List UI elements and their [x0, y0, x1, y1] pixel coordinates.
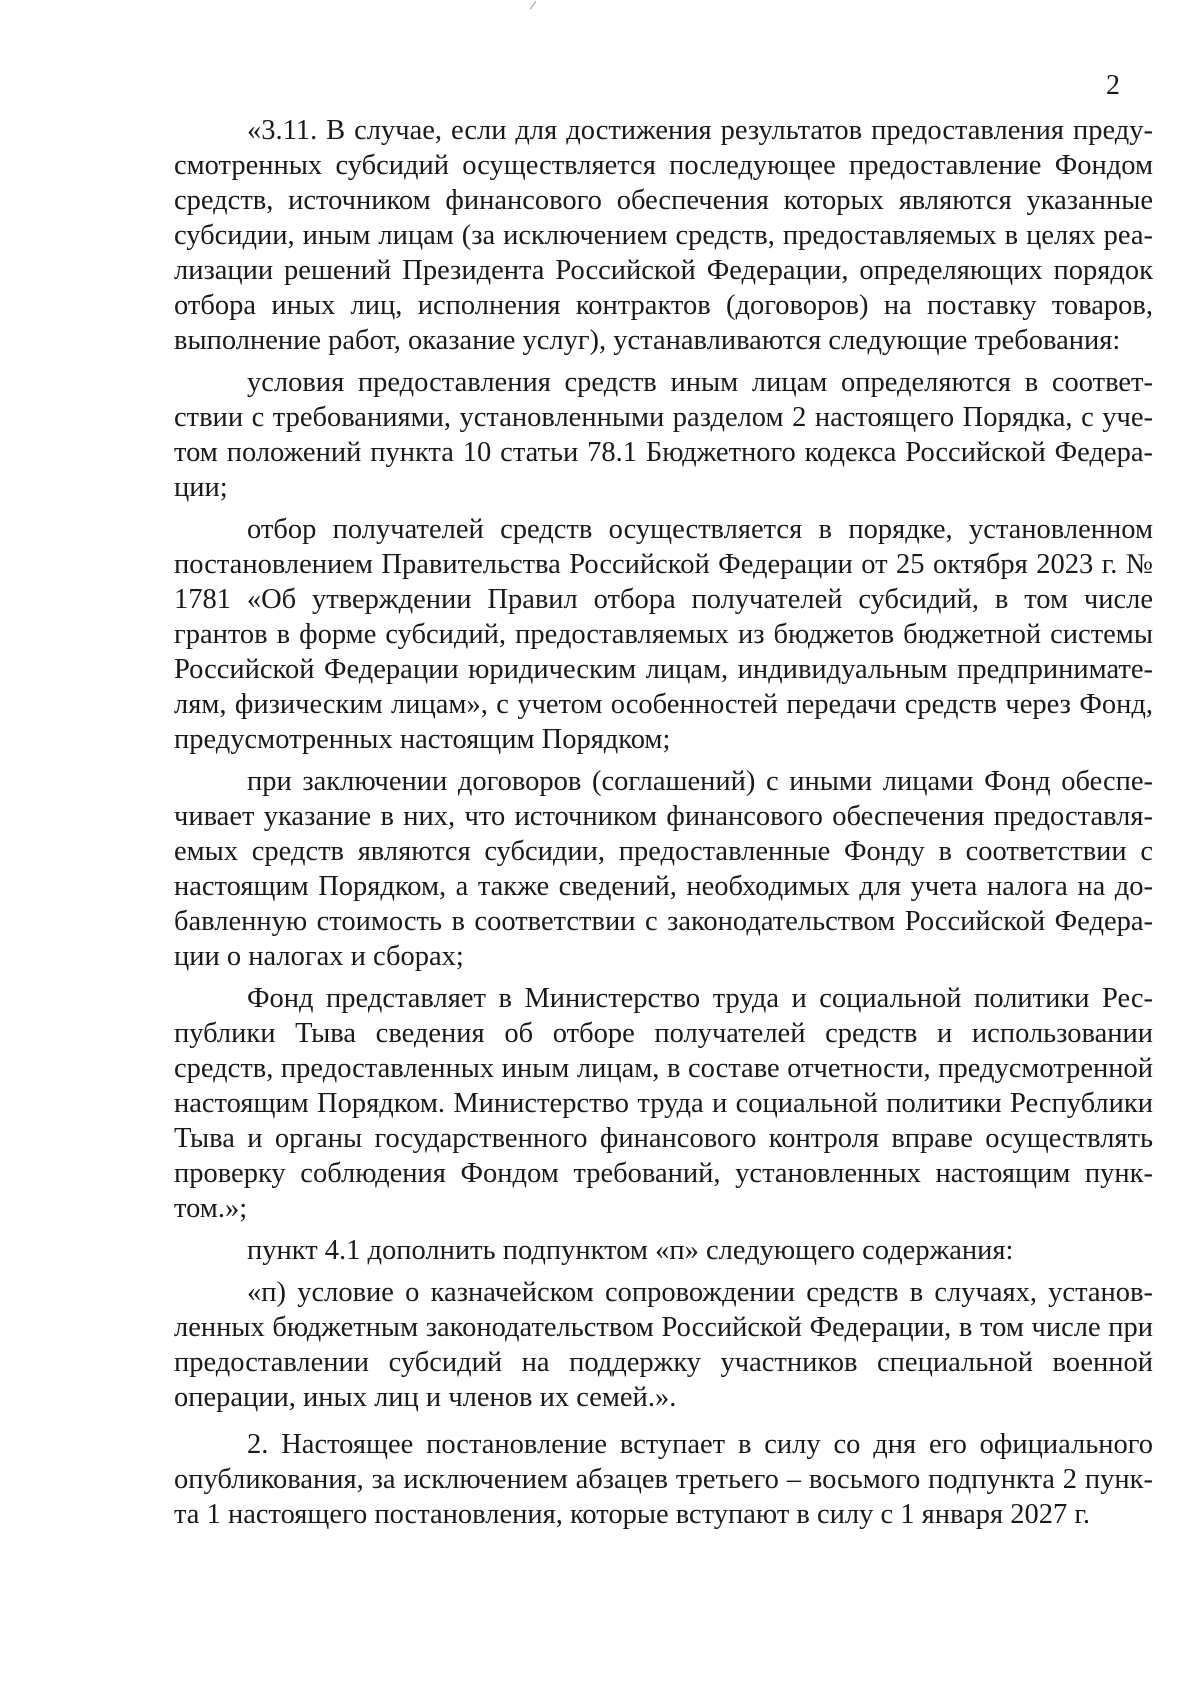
paragraph-clause-3-11: «3.11. В случае, если для достижения результатов предоставления предусмотренных субсидий осуществляется последующее предоставление Фондом средств, источником финансового обеспечения которых являются указанные субсидии, иным лицам (за исключением средств, предоставляемых в целях реализации решений Президента Российской Федерации, определяющих порядок отбора иных лиц, исполнения контрактов (договоров) на поставку товаров, выполнение работ, оказание услуг), устанавливаются следующие требования:: [174, 115, 1153, 356]
paragraph-reporting: Фонд представляет в Министерство труда и социальной политики Республики Тыва сведения об отборе получателей средств и использовании средств, предоставленных иным лицам, в составе отчетности, предусмотренной настоящим Порядком. Министерство труда и социальной политики Республики Тыва и органы государственного финансового контроля вправе осуществлять проверку соблюдения Фондом требований, установленных настоящим пунктом.»;: [174, 983, 1153, 1224]
paragraph-contracts: при заключении договоров (соглашений) с иными лицами Фонд обеспечивает указание в них, что источником финансового обеспечения предоставляемых средств являются субсидии, предоставленные Фонду в соответствии с настоящим Порядком, а также сведений, необходимых для учета налога на добавленную стоимость в соответствии с законодательством Российской Федерации о налогах и сборах;: [174, 766, 1153, 972]
paragraph-amendment-4-1: пункт 4.1 дополнить подпунктом «п» следующего содержания:: [247, 1235, 1014, 1266]
paragraph-entry-into-force: 2. Настоящее постановление вступает в силу со дня его официального опубликования, за исключением абзацев третьего – восьмого подпункта 2 пункта 1 настоящего постановления, которые вступают в силу с 1 января 2027 г.: [174, 1429, 1153, 1530]
scan-artifact-mark: [530, 1, 541, 13]
paragraph-selection: отбор получателей средств осуществляется в порядке, установленном постановлением Правительства Российской Федерации от 25 октября 2023 г. № 1781 «Об утверждении Правил отбора получателей субсидий, в том числе грантов в форме субсидий, предоставляемых из бюджетов бюджетной системы Российской Федерации юридическим лицам, индивидуальным предпринимателям, физическим лицам», с учетом особенностей передачи средств через Фонд, предусмотренных настоящим Порядком;: [174, 514, 1153, 755]
paragraph-conditions: условия предоставления средств иным лицам определяются в соответствии с требованиями, установленными разделом 2 настоящего Порядка, с учетом положений пункта 10 статьи 78.1 Бюджетного кодекса Российской Федерации;: [174, 367, 1153, 503]
document-body: [174, 113, 1153, 1532]
paragraph-subclause-p: «п) условие о казначейском сопровождении средств в случаях, установленных бюджетным законодательством Российской Федерации, в том числе при предоставлении субсидий на поддержку участников специальной военной операции, иных лиц и членов их семей.».: [174, 1277, 1153, 1413]
page-number: 2: [1106, 70, 1120, 101]
